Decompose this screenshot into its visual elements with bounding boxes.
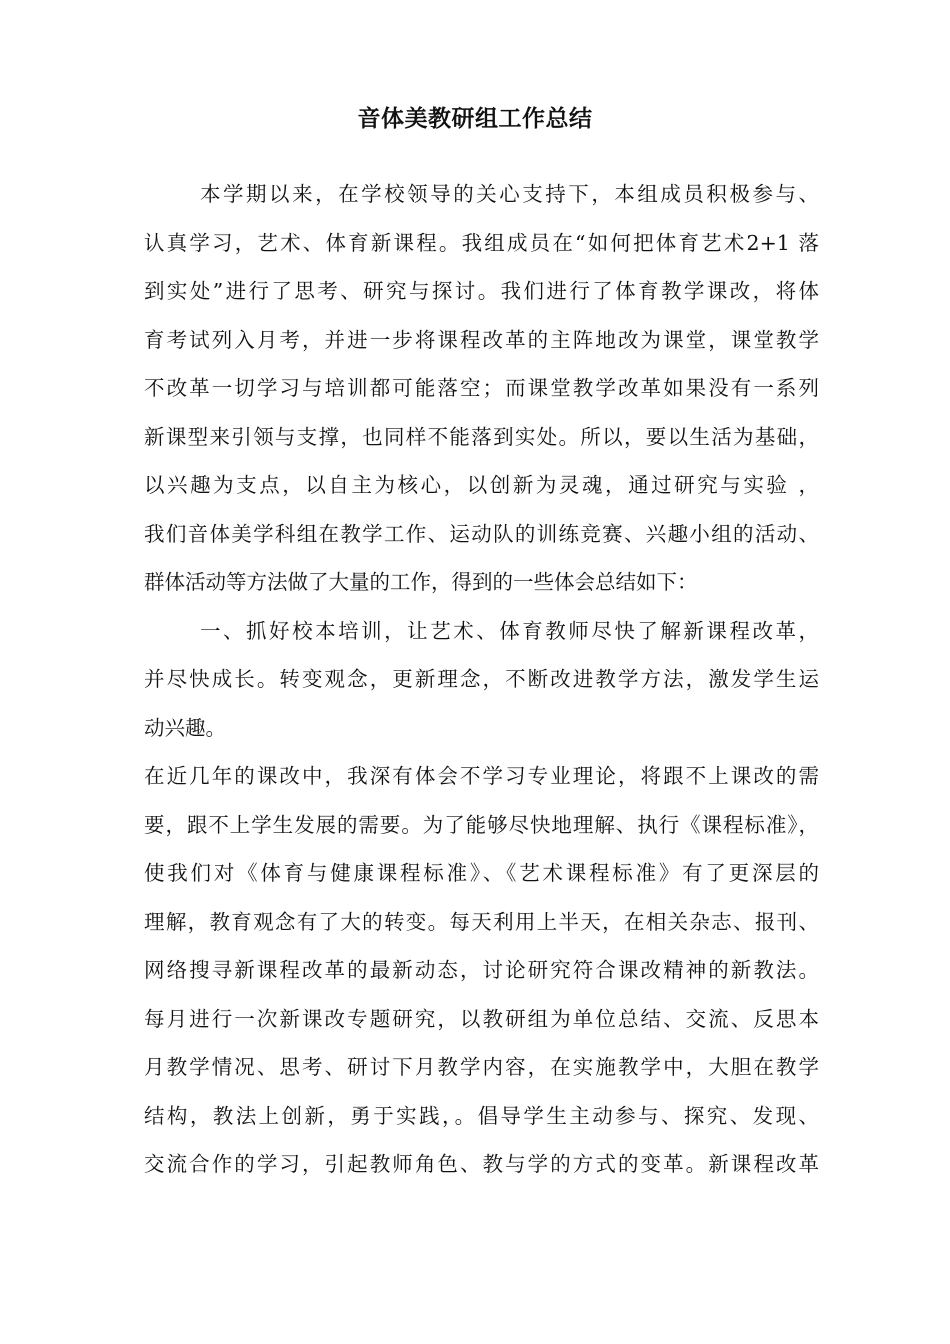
document-text-line: 认真学习，艺术、体育新课程。我组成员在“如何把体育艺术2+1 落: [144, 230, 819, 255]
document-title: 音体美教研组工作总结: [357, 105, 593, 132]
document-text-line: 理解，教育观念有了大的转变。每天利用上半天，在相关杂志、报刊、: [144, 909, 819, 934]
document-text-line: 每月进行一次新课改专题研究，以教研组为单位总结、交流、反思本: [144, 1006, 819, 1031]
document-text-line: 到实处”进行了思考、研究与探讨。我们进行了体育教学课改，将体: [144, 279, 819, 303]
document-text-line: 网络搜寻新课程改革的最新动态，讨论研究符合课改精神的新教法。: [144, 958, 819, 982]
document-text-line: 在近几年的课改中，我深有体会不学习专业理论，将跟不上课改的需: [144, 764, 819, 788]
document-text-line: 群体活动等方法做了大量的工作，得到的一些体会总结如下：: [144, 570, 698, 594]
document-text-line: 交流合作的学习，引起教师角色、教与学的方式的变革。新课程改革: [144, 1152, 819, 1176]
document-text-line: 以兴趣为支点，以自主为核心，以创新为灵魂，通过研究与实验 ，: [144, 473, 819, 497]
document-text-line: 我们音体美学科组在教学工作、运动队的训练竞赛、兴趣小组的活动、: [144, 521, 819, 546]
document-text-line: 结构，教法上创新，勇于实践，。倡导学生主动参与、探究、发现、: [144, 1103, 819, 1128]
document-text-line: 不改革一切学习与培训都可能落空；而课堂教学改革如果没有一系列: [144, 376, 819, 400]
document-text-line: 育考试列入月考，并进一步将课程改革的主阵地改为课堂，课堂教学: [144, 327, 819, 352]
document-text-line: 新课型来引领与支撑，也同样不能落到实处。所以，要以生活为基础，: [144, 424, 819, 449]
document-text-line: 动兴趣。: [144, 715, 226, 740]
document-text-line: 使我们对《体育与健康课程标准》、《艺术课程标准》有了更深层的: [144, 861, 819, 885]
document-body: [144, 170, 819, 1189]
document-text-line: 月教学情况、思考、研讨下月教学内容，在实施教学中，大胆在教学: [144, 1055, 819, 1079]
document-text-line: 一、抓好校本培训，让艺术、体育教师尽快了解新课程改革，: [200, 618, 819, 643]
document-text-line: 并尽快成长。转变观念，更新理念，不断改进教学方法，激发学生运: [144, 667, 819, 691]
document-text-line: 本学期以来，在学校领导的关心支持下，本组成员积极参与、: [200, 182, 819, 206]
document-text-line: 要，跟不上学生发展的需要。为了能够尽快地理解、执行《课程标准》，: [144, 812, 819, 837]
